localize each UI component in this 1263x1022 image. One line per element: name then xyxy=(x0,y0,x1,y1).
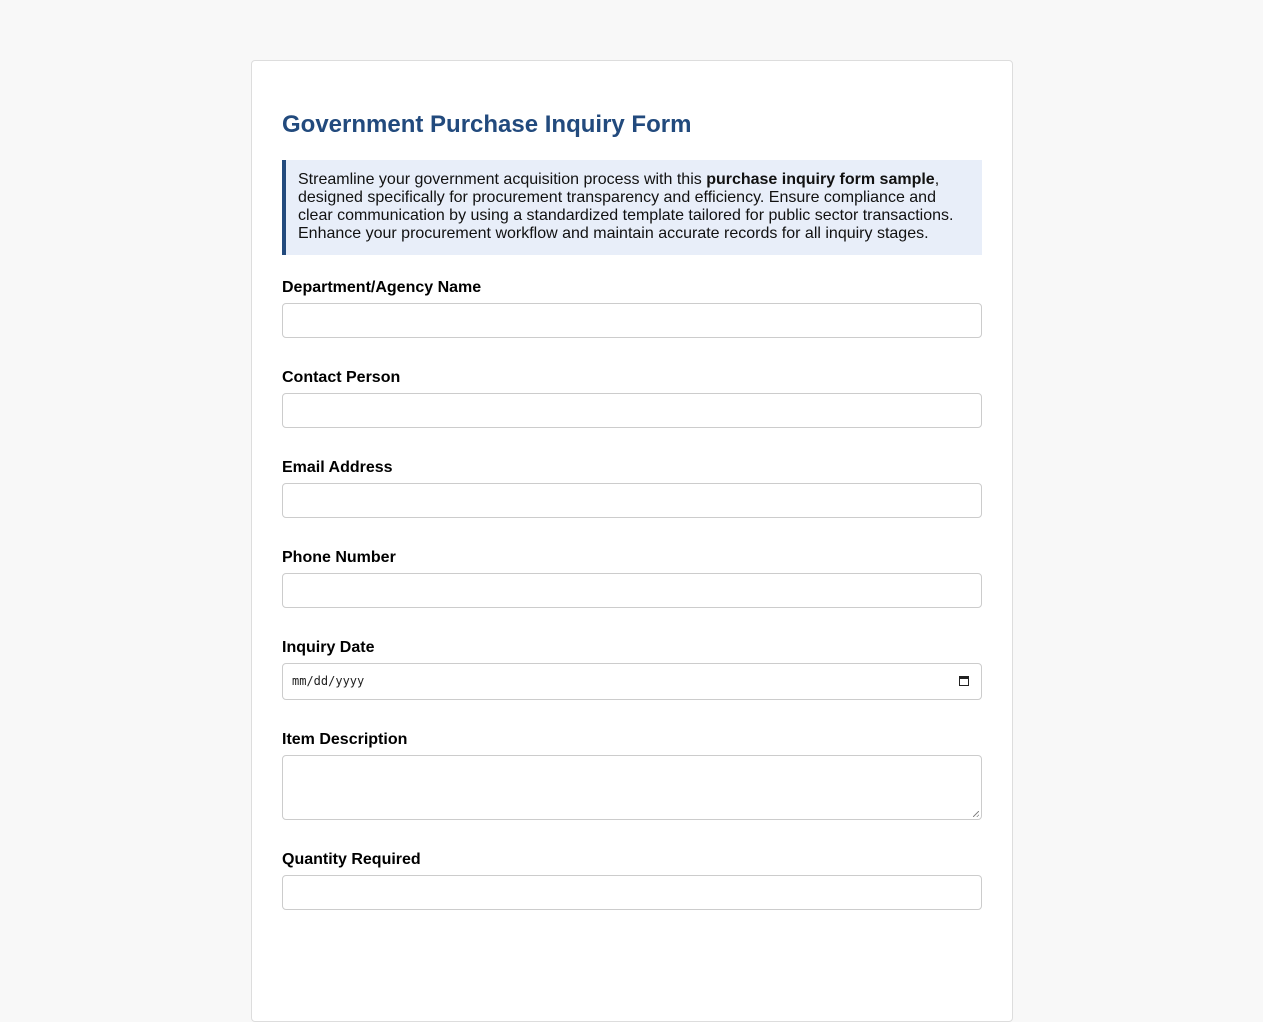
intro-bold-text: purchase inquiry form sample xyxy=(706,171,935,188)
field-label: Inquiry Date xyxy=(282,639,375,656)
inquiry-date-input[interactable] xyxy=(282,663,982,700)
field-quantity xyxy=(282,851,982,910)
intro-text-rest: , designed specifically for procurement transparency and efficiency. Ensure compliance and clear communication by using a standardized template tailored for public sector transactions. Enhance your procurement workflow and maintain accurate records for all inquiry stages. xyxy=(298,171,954,242)
field-label: Phone Number xyxy=(282,549,396,566)
calendar-icon[interactable] xyxy=(959,676,969,686)
item-description-textarea[interactable] xyxy=(282,755,982,820)
phone-input[interactable] xyxy=(282,573,982,608)
intro-callout xyxy=(282,160,982,255)
date-placeholder: mm/dd/yyyy xyxy=(292,674,365,688)
contact-person-input[interactable] xyxy=(282,393,982,428)
field-department xyxy=(282,279,982,338)
intro-text: Streamline your government acquisition process with this xyxy=(298,171,707,188)
field-label: Contact Person xyxy=(282,369,401,386)
form-card xyxy=(251,60,1013,1022)
field-label: Department/Agency Name xyxy=(282,279,482,296)
field-label: Email Address xyxy=(282,459,393,476)
quantity-input[interactable] xyxy=(282,875,982,910)
field-item-description xyxy=(282,731,982,820)
field-contact-person xyxy=(282,369,982,428)
page-title: Government Purchase Inquiry Form xyxy=(282,111,692,138)
field-phone xyxy=(282,549,982,608)
field-label: Quantity Required xyxy=(282,851,421,868)
field-label: Item Description xyxy=(282,731,408,748)
department-input[interactable] xyxy=(282,303,982,338)
email-input[interactable] xyxy=(282,483,982,518)
resize-handle-icon[interactable] xyxy=(973,811,979,817)
field-email xyxy=(282,459,982,518)
field-inquiry-date xyxy=(282,639,982,700)
